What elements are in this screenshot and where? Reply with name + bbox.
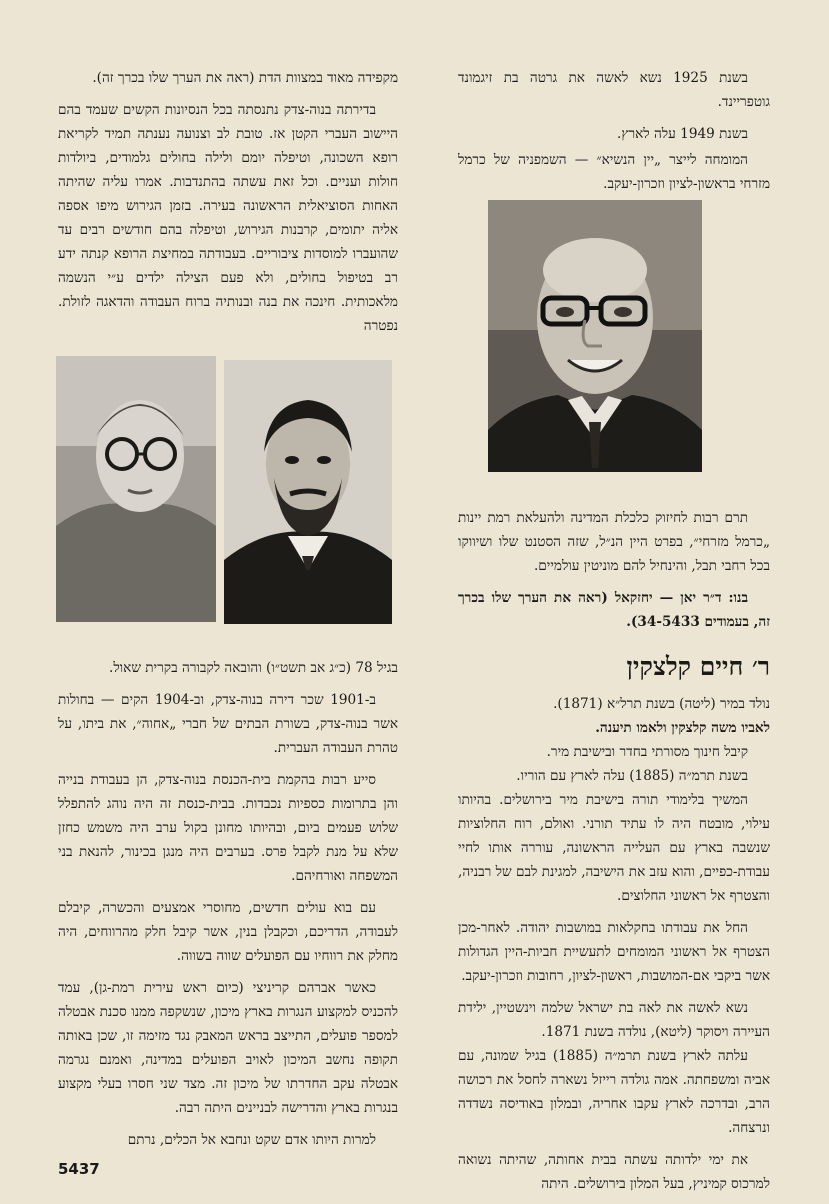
portrait-photo-woman — [56, 356, 216, 622]
paragraph: המשיך בלימודי תורה בישיבת מיר בירושלים. בהיותו עילוי, מובטח היה לו עתיד תורני. ואולם, רוח החלוציות שנשבה בארץ עם העלייה הראשונה, עוררה אותו לחיי עבודת-כפיים, והוא עזב את הישיבה, למגינת לבם של רבניה, והצטרף אל ראשוני החלוצים. — [458, 792, 770, 904]
paragraph: בשנת תרמ״ה (1885) עלה לארץ עם הוריו. — [516, 768, 748, 784]
right-column-middle — [458, 506, 770, 642]
paragraph: קיבל חינוך מסורתי בחדר ובישיבת מיר. — [546, 744, 748, 760]
paragraph: בשנת 1925 נשא לאשה את גרטה בת זיגמונד גוטפריינד. — [458, 70, 770, 110]
right-column-bottom — [458, 692, 770, 1204]
right-column-top — [458, 66, 770, 204]
paragraph: החל את עבודתו בחקלאות במושבות יהודה. לאחר-מכן הצטרף אל ראשוני המומחים לתעשיית חביות-היין הגדולות אשר ביקבי אם-המושבות, ראשון-לציון, רחובות וזכרון-יעקב. — [458, 920, 770, 984]
paragraph: נשא לאשה את לאה בת ישראל שלמה וינשטיין, ילידת העיירה ויסוקר (ליטא), נולדה בשנת 1871. — [458, 1000, 770, 1040]
portrait-illustration — [56, 356, 216, 622]
paragraph: בנו: ד״ר יאן — יחזקאל (ראה את הערך שלו בכרך זה, בעמודים 34-5433). — [458, 590, 770, 630]
paragraph: ב-1901 שכר דירה בנוה-צדק, וב-1904 הקים — בחולות אשר בנוה-צדק, בשורת הבתים של חברי „אחוה״, את ביתו, על טהרת העבודה העברית. — [58, 692, 398, 756]
left-column-top — [58, 66, 398, 346]
left-column-bottom — [58, 656, 398, 1160]
paragraph: לאביו משה קלצקין ולאמו תיענה. — [595, 720, 770, 736]
paragraph: נולד במיר (ליטה) בשנת תרל״א (1871). — [553, 696, 770, 712]
paragraph: עלתה לארץ בשנת תרמ״ה (1885) בגיל שמונה, עם אביה ומשפחתה. אמה גולדה רייזל נשארה לחסל את רכושה הרב, ובדרכה לארץ עקבו אחריה, ובמלון באודיסה נשדדה ונרצחה. — [458, 1048, 770, 1136]
page-number: 5437 — [58, 1160, 100, 1178]
paragraph: עם בוא עולים חדשים, מחוסרי אמצעים והכשרה, קיבלם לעבודה, הדריכם, וכקבלן בנין, אשר קיבל חלק מהרווחים, היה מחלק את רווחיו עם הפועלים שווה בשווה. — [58, 900, 398, 964]
paragraph: בשנת 1949 עלה לארץ. — [617, 126, 748, 142]
portrait-photo-young-man — [224, 360, 392, 624]
paragraph: מקפידה מאוד במצוות הדת (ראה את הערך שלו בכרך זה). — [92, 70, 398, 86]
portrait-photo-elderly-man — [488, 200, 702, 472]
section-title: ר׳ חיים קלצקין — [626, 652, 770, 681]
paragraph: כאשר אברהם קריניצי (כיום ראש עירית רמת-גן), עמד להכניס למקצוע הנגרות בארץ מיכון, שנשקפה ממנו סכנת אבטלה למספר פועלים, התייצב בראש המאבק נגד מזימה זו, שכן באותה תקופה נחשב המיכון לאויב הפועלים במדינה, ואמנם נגרמה אבטלה עקב החדרתו של מיכון זה. מצד שני חסרו בעלי מקצוע בנגרות בארץ והדרישה לבניינים היתה רבה. — [58, 980, 398, 1116]
paragraph: תרם רבות לחיזוק כלכלת המדינה ולהעלאת רמת יינות „כרמל מזרחי״, בפרט היין הנ״ל, שזה הסטנט שלו ושיווקו בכל רחבי תבל, והינחיל להם מוניטין עולמיים. — [458, 510, 770, 574]
paragraph: בדירתה בנוה-צדק נתנסתה בכל הנסיונות הקשים שעמד בהם היישוב העברי הקטן אז. טובת לב וצנועה נענתה תמיד לקריאת רופא השכונה, וטיפלה יומם ולילה בחולים גלמודים, ביולדות חולות ועניים. וכל זאת עשתה בהתנדבות. אמרו עליה שהיתה האחות הסוציאלית הראשונה בעירה. בזמן הגירוש מיפו אספה אליה יתומים, קרבנות הגירוש, וטיפלה בהם חודשים רבים עד שהועברו למוסדות ציבוריים. בעבודתה במחיצת הרופא קנתה ידע רב בטיפול בחולים, ולא פעם הצילה ילדים ע״י הנשמה מלאכותית. חינכה את בנה ובנותיה ברוח העבודה והדאגה לזולת. נפטרה — [58, 102, 398, 334]
paragraph: בגיל 78 (כ״ג אב תשט״ו) והובאה לקבורה בקרית שאול. — [109, 660, 398, 676]
paragraph: המומחה לייצר „יין הנשיא״ — השמפניה של כרמל מזרחי בראשון-לציון וזכרון-יעקב. — [458, 152, 770, 192]
paragraph: סייע רבות בהקמת בית-הכנסת בנוה-צדק, הן בעבודת בנייה והן בתרומות כספיות נכבדות. בבית-כנסת זה היה נוהג להתפלל שלוש פעמים ביום, ובהיותו מחונן בקול ערב היה משמש כחזן שלא על מנת לקבל פרס. בערבים היה מנגן בכינור, להנאת בני המשפחה ואורחיהם. — [58, 772, 398, 884]
portrait-illustration — [488, 200, 702, 472]
paragraph: למרות היותו אדם שקט ונחבא אל הכלים, נרתם — [127, 1132, 376, 1148]
portrait-illustration — [224, 360, 392, 624]
paragraph: את ימי ילדותה עשתה בבית אחותה, שהיתה נשואה למרכוס קמיניץ, בעל המלון בירושלים. היתה — [458, 1152, 770, 1192]
